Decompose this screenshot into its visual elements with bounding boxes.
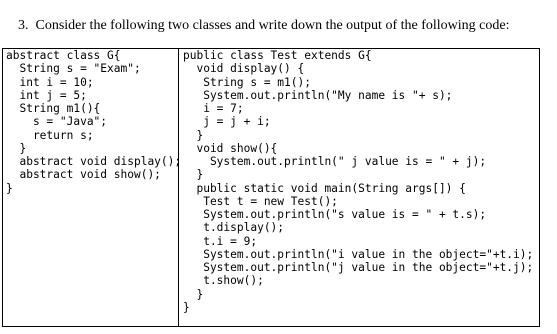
- code-line: }: [183, 128, 204, 142]
- code-line: public static void main(String args[]) {: [183, 181, 466, 195]
- code-line: System.out.println("My name is "+ s);: [183, 88, 453, 102]
- test-class-code: [183, 49, 533, 314]
- code-line: abstract void show();: [6, 168, 161, 182]
- code-line: }: [183, 300, 190, 314]
- code-line: Test t = new Test();: [183, 194, 338, 208]
- code-line: t.show();: [183, 274, 264, 288]
- code-line: System.out.println("s value is = " + t.s);: [183, 208, 487, 221]
- code-line: }: [183, 168, 204, 182]
- code-line: String s = m1();: [183, 75, 311, 89]
- code-line: t.i = 9;: [183, 234, 258, 248]
- code-line: System.out.println("j value in the object="+t.j);: [183, 261, 534, 274]
- code-line: System.out.println("i value in the object="+t.i);: [183, 247, 534, 261]
- code-line: public class Test extends G{: [183, 49, 372, 62]
- code-line: s = "Java";: [6, 115, 108, 129]
- code-line: System.out.println(" j value is = " + j);: [183, 155, 487, 168]
- question-text: 3. Consider the following two classes and write down the output of the following code:: [18, 18, 510, 33]
- code-line: }: [6, 141, 27, 155]
- code-line: return s;: [6, 128, 94, 142]
- code-line: void show(){: [183, 141, 278, 155]
- code-line: j = j + i;: [183, 115, 271, 129]
- code-line: int j = 5;: [6, 88, 87, 102]
- code-line: void display() {: [183, 62, 305, 76]
- code-line: String m1(){: [6, 102, 101, 115]
- abstract-class-code: [6, 49, 181, 195]
- code-line: i = 7;: [183, 102, 244, 115]
- code-line: }: [183, 287, 204, 301]
- code-table: [2, 48, 540, 327]
- code-line: String s = "Exam";: [6, 62, 141, 76]
- code-line: abstract void display();: [6, 155, 182, 168]
- code-line: abstract class G{: [6, 49, 121, 62]
- code-line: }: [6, 181, 13, 195]
- code-line: int i = 10;: [6, 75, 94, 89]
- code-line: t.display();: [183, 221, 285, 235]
